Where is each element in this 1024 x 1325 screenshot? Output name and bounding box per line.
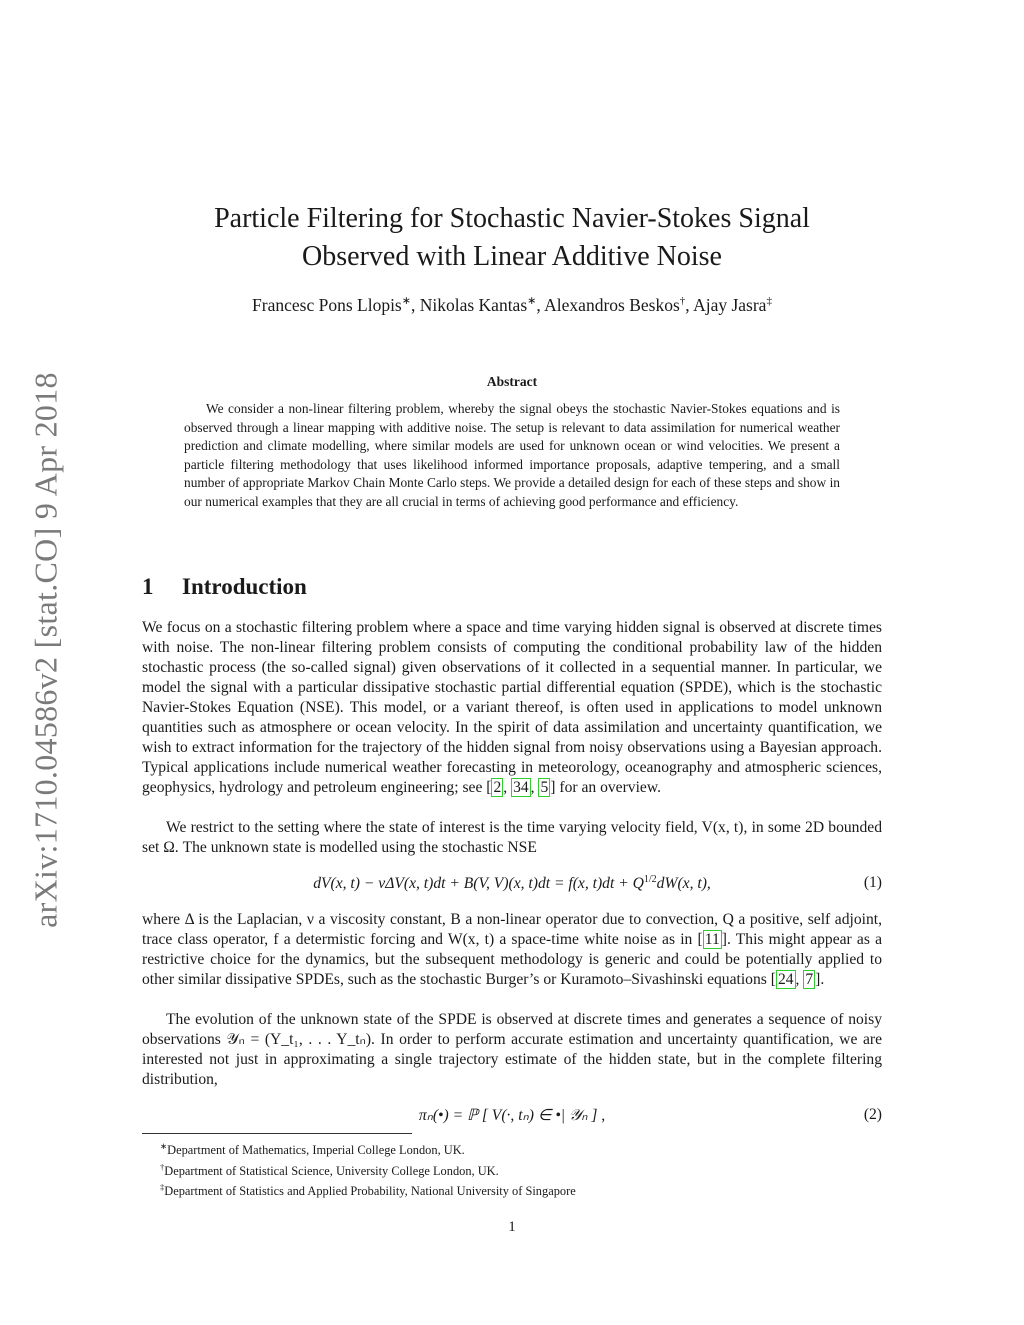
paragraph-3: where Δ is the Laplacian, ν a viscosity constant, B a non-linear operator due to convection, Q a positive, self adjoint, trace class operator, f a determistic forcing and W(x, t) a space-time white noise as in [ 11 ]. This might appear as a restrictive choice for the dynamics, but the subsequent methodology is generic and could be potentially applied to other similar dissipative SPDEs, such as the stochastic Burger’s or Kuramoto–Sivashinski equations [ 24 , 7 ]. — [142, 911, 883, 988]
footnote-2: †Department of Statistical Science, University College London, UK. — [160, 1161, 499, 1178]
abstract-body — [184, 400, 840, 512]
author-2-mark[interactable]: ∗ — [527, 295, 537, 307]
author-4: Ajay Jasra — [693, 294, 767, 315]
paper-title — [140, 200, 884, 276]
footnote-3: ‡Department of Statistics and Applied Probability, National University of Singapore — [160, 1182, 576, 1199]
author-2: Nikolas Kantas — [419, 294, 528, 315]
author-list: Francesc Pons Llopis∗, Nikolas Kantas∗, Alexandros Beskos†, Ajay Jasra‡ — [252, 294, 772, 315]
citation-link[interactable]: 2 — [493, 779, 502, 796]
title-line-2: Observed with Linear Additive Noise — [302, 241, 722, 272]
author-1: Francesc Pons Llopis — [252, 294, 402, 315]
section-title: Introduction — [182, 574, 307, 599]
paragraph-2 — [142, 818, 882, 858]
author-4-mark[interactable]: ‡ — [766, 295, 772, 307]
footnotes — [160, 1138, 576, 1200]
author-3-mark[interactable]: † — [679, 295, 686, 307]
equation-2 — [142, 1106, 882, 1125]
citation-link[interactable]: 7 — [805, 971, 814, 988]
paragraph-1: We focus on a stochastic filtering problem where a space and time varying hidden signal is observed at discrete times with noise. The non-linear filtering problem consists of computing the conditional probability law of the hidden stochastic process (the so-called signal) given observations of it collected in a sequential manner. In particular, we model the signal with a particular dissipative stochastic partial differential equation (SPDE), which is the stochastic Navier-Stokes Equation (NSE). This model, or a variant thereof, is often used in applications to model unknown quantities such as atmosphere or ocean velocity. In the spirit of data assimilation and uncertainty quantification, we wish to extract information for the trajectory of the hidden signal from noisy observations using a Bayesian approach. Typical applications include numerical weather forecasting in meteorology, oceanography and atmospheric sciences, geophysics, hydrology and petroleum engineering; see [ 2 , 34 , 5 ] for an overview. — [142, 619, 882, 796]
equation-1-rhs: dW(x, t), — [656, 875, 711, 893]
arxiv-identifier[interactable]: arXiv:1710.04586v2 [stat.CO] 9 Apr 2018 — [27, 372, 64, 928]
paragraph-3-text-1: where Δ is the Laplacian, ν a viscosity constant, B a non-linear operator due to convection, Q a positive, self adjoint, trace class operator, f a determistic forcing and W(x, t) a space-time white noise as in — [142, 911, 882, 948]
equation-1-number: (1) — [863, 874, 882, 891]
author-1-mark[interactable]: ∗ — [401, 295, 411, 307]
citation-link[interactable]: 34 — [513, 779, 529, 796]
equation-1-exponent: 1/2 — [643, 874, 657, 885]
footnote-divider — [142, 1133, 412, 1134]
abstract-heading: Abstract — [486, 374, 538, 389]
paragraph-4-text: The evolution of the unknown state of the SPDE is observed at discrete times and generates a sequence of noisy observations 𝒴ₙ = (Y_t₁, . . . Y_tₙ). In order to perform accurate estimation and uncertainty quantification, we are interested not just in approximating a single trajectory estimate of the hidden state, but in the complete filtering distribution, — [142, 1011, 882, 1088]
abstract-text: We consider a non-linear filtering problem, whereby the signal obeys the stochastic Navier-Stokes equations and is observed through a linear mapping with additive noise. The setup is relevant to data assimilation for numerical weather prediction and climate modelling, where similar models are used for unknown ocean or wind velocities. We present a particle filtering methodology that uses likelihood informed importance proposals, adaptive tempering, and a small number of appropriate Markov Chain Monte Carlo steps. We provide a detailed design for each of these steps and show in our numerical examples that they are all crucial in terms of achieving good performance and efficiency. — [184, 401, 840, 509]
section-number: 1 — [142, 574, 154, 599]
paragraph-3-text-3: . — [820, 971, 825, 988]
paragraph-1-text: We focus on a stochastic filtering problem where a space and time varying hidden signal is observed at discrete times with noise. The non-linear filtering problem consists of computing the conditional probability law of the hidden stochastic process (the so-called signal) given observations of it collected in a sequential manner. In particular, we model the signal with a particular dissipative stochastic partial differential equation (SPDE), which is the stochastic Navier-Stokes Equation (NSE). This model, or a variant thereof, is often used in applications to model unknown quantities such as atmosphere or ocean velocity. In the spirit of data assimilation and uncertainty quantification, we wish to extract information for the trajectory of the hidden signal from noisy observations using a Bayesian approach. Typical applications include numerical weather forecasting in meteorology, oceanography and atmospheric sciences, geophysics, hydrology and petroleum engineering; see — [142, 619, 882, 796]
citation-link[interactable]: 11 — [704, 931, 720, 948]
paragraph-1-tail: for an overview. — [559, 779, 661, 796]
footnote-1: ∗Department of Mathematics, Imperial College London, UK. — [160, 1141, 465, 1158]
citation-link[interactable]: 5 — [540, 779, 549, 796]
section-heading — [142, 574, 307, 600]
equation-1-lhs: dV(x, t) − νΔV(x, t)dt + B(V, V)(x, t)dt = f(x, t)dt + Q — [313, 875, 644, 893]
equation-2-expression: πₙ(•) = ℙ [ V(·, tₙ) ∈ •| 𝒴ₙ ] , — [418, 1107, 606, 1124]
equation-1 — [142, 874, 882, 893]
paragraph-3-text-2: . This might appear as a restrictive choice for the dynamics, but the subsequent methodology is generic and could be potentially applied to other similar dissipative SPDEs, such as the stochastic Burger’s or Kuramoto–Sivashinski equations — [142, 931, 883, 988]
equation-2-number: (2) — [863, 1106, 882, 1123]
title-line-1: Particle Filtering for Stochastic Navier-Stokes Signal — [214, 203, 810, 234]
paragraph-4 — [142, 1010, 882, 1090]
author-3: Alexandros Beskos — [544, 294, 680, 315]
page-number: 1 — [508, 1219, 516, 1235]
citation-link[interactable]: 24 — [777, 971, 794, 988]
paragraph-2-text: We restrict to the setting where the state of interest is the time varying velocity field, V(x, t), in some 2D bounded set Ω. The unknown state is modelled using the stochastic NSE — [142, 819, 882, 856]
